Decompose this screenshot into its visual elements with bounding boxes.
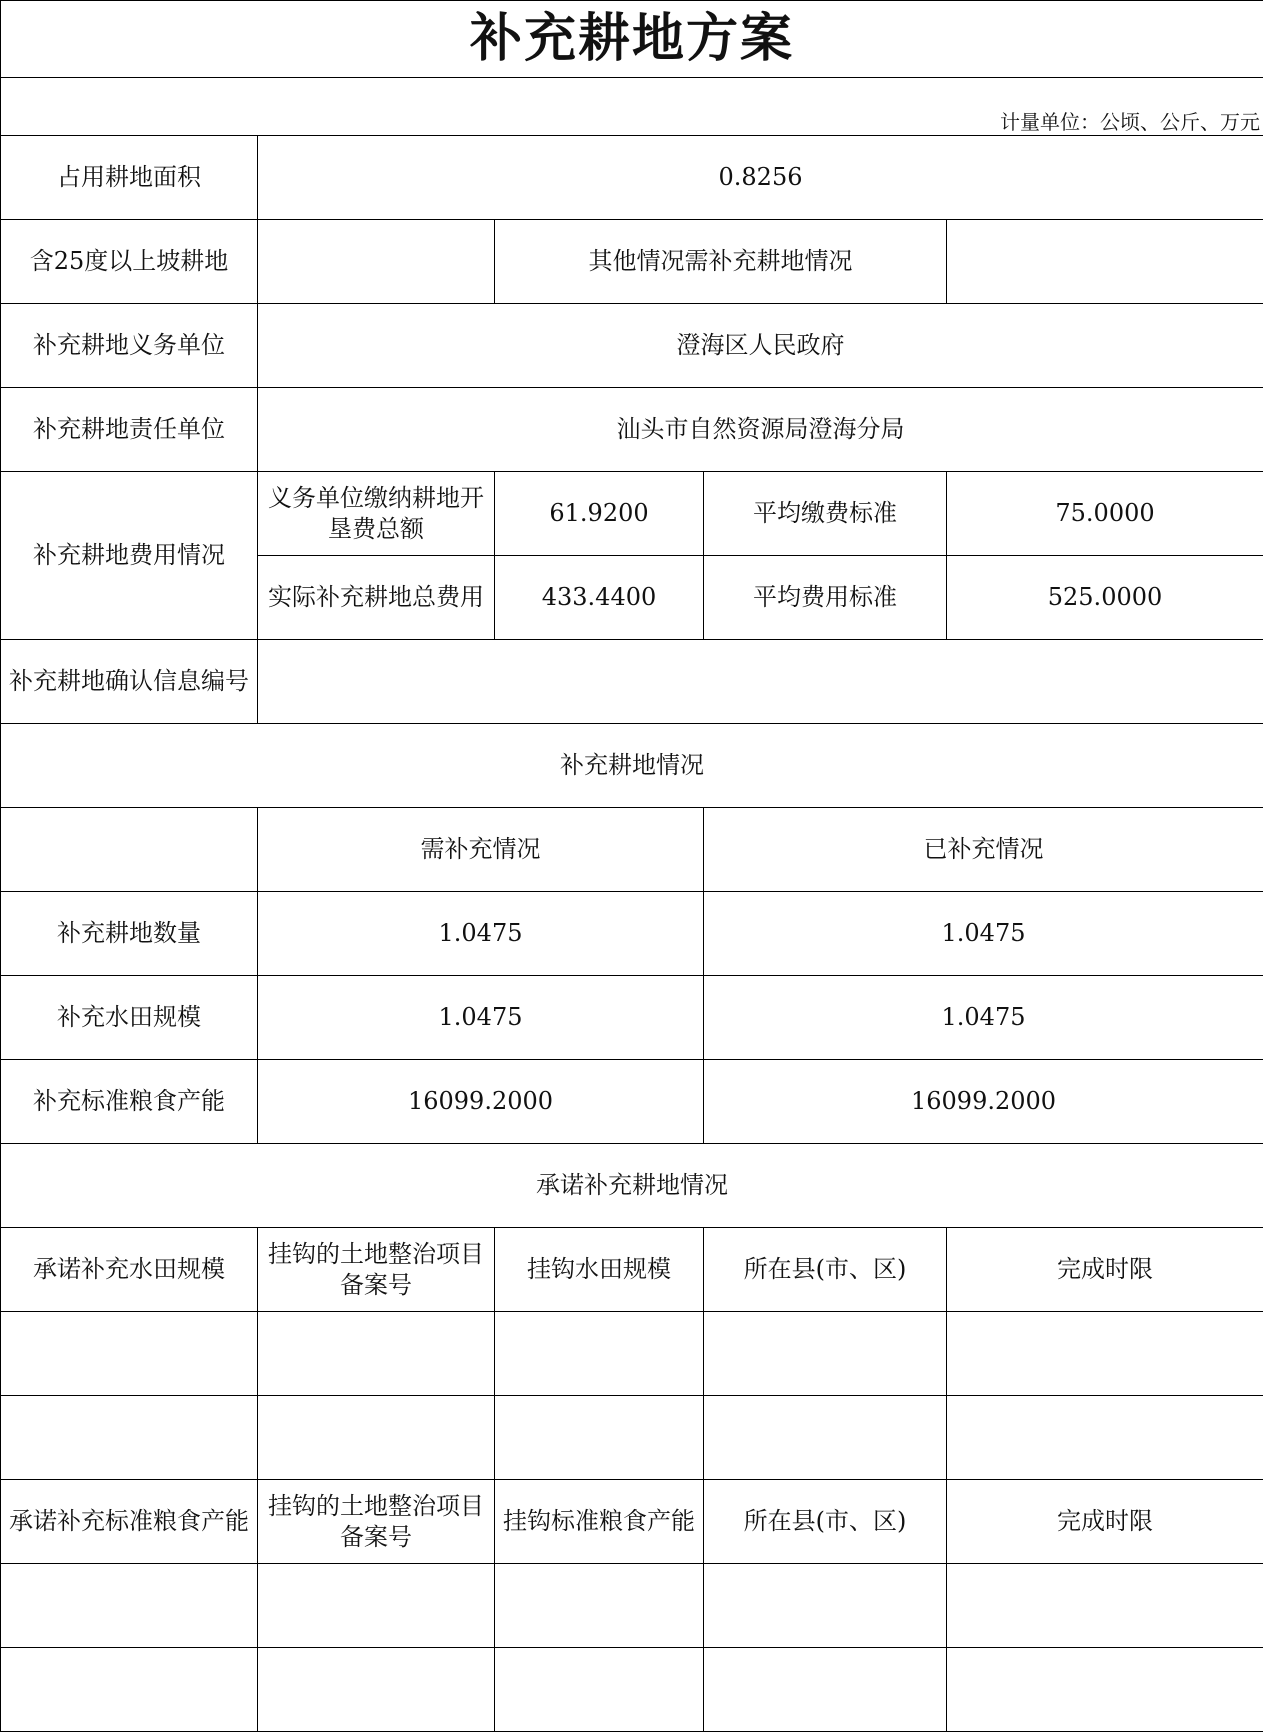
avg-fee-value: 75.0000 [947,472,1263,556]
unit-note: 计量单位：公顷、公斤、万元 [1,78,1263,136]
supplement-header-blank [1,808,258,892]
paddy-header-c4: 所在县(市、区) [704,1228,947,1312]
paddy-header-c1: 承诺补充水田规模 [1,1228,258,1312]
obligation-unit-value: 澄海区人民政府 [258,304,1263,388]
col-done-header: 已补充情况 [704,808,1263,892]
supplement-row-label: 补充水田规模 [1,976,258,1060]
empty-cell [704,1396,947,1480]
col-needed-header: 需补充情况 [258,808,704,892]
table-row [1,1396,1263,1480]
empty-cell [258,1564,495,1648]
paid-total-label: 义务单位缴纳耕地开垦费总额 [258,472,495,556]
paddy-header-c5: 完成时限 [947,1228,1263,1312]
supplement-row-done: 1.0475 [704,892,1263,976]
supplement-row-needed: 1.0475 [258,892,704,976]
supplement-row-done: 1.0475 [704,976,1263,1060]
other-supplement-label: 其他情况需补充耕地情况 [495,220,947,304]
table-row [1,1648,1263,1732]
empty-cell [258,1396,495,1480]
table-row [1,1060,1263,1144]
paid-total-value: 61.9200 [495,472,704,556]
occupied-area-value: 0.8256 [258,136,1263,220]
empty-cell [1,1648,258,1732]
grain-header-c2: 挂钩的土地整治项目备案号 [258,1480,495,1564]
supplement-row-needed: 16099.2000 [258,1060,704,1144]
actual-total-value: 433.4400 [495,556,704,640]
supplement-row-done: 16099.2000 [704,1060,1263,1144]
paddy-header-c3: 挂钩水田规模 [495,1228,704,1312]
table-row [1,976,1263,1060]
empty-cell [704,1648,947,1732]
empty-cell [947,1648,1263,1732]
empty-cell [947,1396,1263,1480]
confirm-number-label: 补充耕地确认信息编号 [1,640,258,724]
empty-cell [495,1564,704,1648]
cost-label: 补充耕地费用情况 [1,472,258,640]
other-supplement-value [947,220,1263,304]
supplement-row-needed: 1.0475 [258,976,704,1060]
supplement-row-label: 补充标准粮食产能 [1,1060,258,1144]
avg-cost-label: 平均费用标准 [704,556,947,640]
paddy-header-c2: 挂钩的土地整治项目备案号 [258,1228,495,1312]
empty-cell [495,1396,704,1480]
supplement-row-label: 补充耕地数量 [1,892,258,976]
avg-cost-value: 525.0000 [947,556,1263,640]
table-row [1,892,1263,976]
obligation-unit-label: 补充耕地义务单位 [1,304,258,388]
slope-farmland-label: 含25度以上坡耕地 [1,220,258,304]
occupied-area-label: 占用耕地面积 [1,136,258,220]
empty-cell [1,1564,258,1648]
avg-fee-label: 平均缴费标准 [704,472,947,556]
empty-cell [947,1312,1263,1396]
table-row [1,1564,1263,1648]
slope-farmland-value [258,220,495,304]
grain-header-c5: 完成时限 [947,1480,1263,1564]
empty-cell [704,1312,947,1396]
empty-cell [495,1648,704,1732]
supplement-section-title: 补充耕地情况 [1,724,1263,808]
empty-cell [258,1648,495,1732]
empty-cell [1,1396,258,1480]
actual-total-label: 实际补充耕地总费用 [258,556,495,640]
grain-header-c4: 所在县(市、区) [704,1480,947,1564]
responsible-unit-value: 汕头市自然资源局澄海分局 [258,388,1263,472]
confirm-number-value [258,640,1263,724]
table-row [1,1312,1263,1396]
empty-cell [258,1312,495,1396]
empty-cell [947,1564,1263,1648]
empty-cell [1,1312,258,1396]
commit-section-title: 承诺补充耕地情况 [1,1144,1263,1228]
form-title: 补充耕地方案 [1,1,1263,78]
empty-cell [495,1312,704,1396]
empty-cell [704,1564,947,1648]
responsible-unit-label: 补充耕地责任单位 [1,388,258,472]
grain-header-c1: 承诺补充标准粮食产能 [1,1480,258,1564]
grain-header-c3: 挂钩标准粮食产能 [495,1480,704,1564]
